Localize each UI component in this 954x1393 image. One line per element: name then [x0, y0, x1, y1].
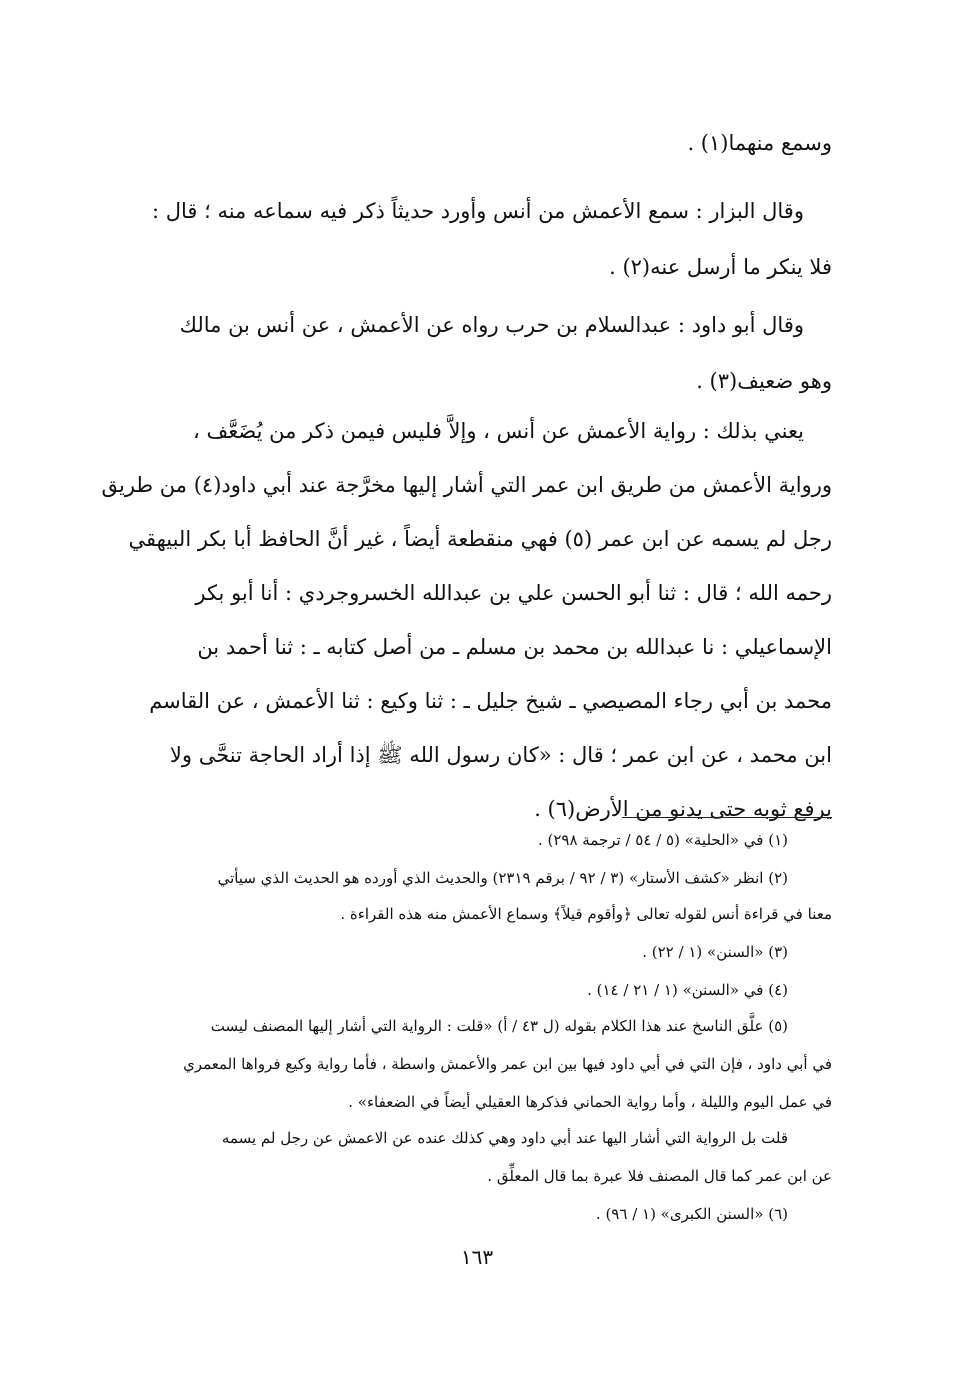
text-line: وسمع منهما(١) . — [687, 131, 832, 155]
footnote-line: معنا في قراءة أنس لقوله تعالى ﴿وأقوم قيلاً﴾ وسماع الأعمش منه هذه القراءة . — [340, 905, 832, 923]
text-line: وقال البزار : سمع الأعمش من أنس وأورد حديثاً ذكر فيه سماعه منه ؛ قال : — [151, 199, 804, 223]
paragraph-1 — [120, 130, 832, 156]
footnote-line: عن ابن عمر كما قال المصنف فلا عبرة بما قال المعلِّق . — [487, 1167, 832, 1185]
paragraph-4 — [101, 418, 832, 822]
text-line: يعني بذلك : رواية الأعمش عن أنس ، وإلاَّ فليس فيمن ذكر من يُضَعَّف ، — [193, 419, 804, 443]
footnote-line: (٢) انظر «كشف الأستار» (٣ / ٩٢ / برقم ٢٣١٩) والحديث الذي أورده هو الحديث الذي سيأتي — [217, 869, 788, 887]
footnote-line: (٥) علَّق الناسخ عند هذا الكلام بقوله (ل ٤٣ / أ) «قلت : الرواية التي أشار إليها المصنف ليست — [210, 1017, 788, 1035]
page-number: ١٦٣ — [460, 1245, 494, 1269]
footnote-line: (٦) «السنن الكبرى» (١ / ٩٦) . — [595, 1205, 788, 1223]
footnote-line: (٤) في «السنن» (١ / ٢١ / ١٤) . — [587, 981, 788, 999]
footnote-line: (١) في «الحلية» (٥ / ٥٤ / ترجمة ٢٩٨) . — [537, 831, 788, 849]
text-line: ابن محمد ، عن ابن عمر ؛ قال : «كان رسول الله ﷺ إذا أراد الحاجة تنحَّى ولا — [169, 743, 832, 767]
text-line: وقال أبو داود : عبدالسلام بن حرب رواه عن الأعمش ، عن أنس بن مالك — [179, 313, 804, 337]
text-line: الإسماعيلي : نا عبدالله بن محمد بن مسلم ـ من أصل كتابه ـ : ثنا أحمد بن — [197, 635, 832, 659]
footnote-line: (٣) «السنن» (١ / ٢٢) . — [642, 943, 788, 961]
footnote-line: في عمل اليوم والليلة ، وأما رواية الحماني فذكرها العقيلي أيضاً في الضعفاء» . — [348, 1093, 832, 1111]
footnote-separator — [622, 817, 832, 818]
footnote-line: في أبي داود ، فإن التي في أبي داود فيها بين ابن عمر والأعمش واسطة ، فأما رواية وكيع فرواها المعمري — [183, 1055, 832, 1073]
footnote-line: قلت بل الرواية التي أشار اليها عند أبي داود وهي كذلك عنده عن الاعمش عن رجل لم يسمه — [221, 1129, 788, 1147]
text-line: رجل لم يسمه عن ابن عمر (٥) فهي منقطعة أيضاً ، غير أنَّ الحافظ أبا بكر البيهقي — [128, 527, 832, 551]
text-line: ورواية الأعمش من طريق ابن عمر التي أشار إليها مخرَّجة عند أبي داود(٤) من طريق — [101, 473, 832, 497]
text-line: فلا ينكر ما أرسل عنه(٢) . — [609, 255, 832, 279]
text-line: وهو ضعيف(٣) . — [696, 369, 832, 393]
paragraph-2 — [120, 198, 832, 280]
paragraph-3 — [120, 312, 832, 394]
text-line: محمد بن أبي رجاء المصيصي ـ شيخ جليل ـ : ثنا وكيع : ثنا الأعمش ، عن القاسم — [149, 689, 832, 713]
text-line: يرفع ثوبه حتى يدنو من الأرض(٦) . — [534, 797, 832, 821]
text-line: رحمه الله ؛ قال : ثنا أبو الحسن علي بن عبدالله الخسروجردي : أنا أبو بكر — [195, 581, 832, 605]
